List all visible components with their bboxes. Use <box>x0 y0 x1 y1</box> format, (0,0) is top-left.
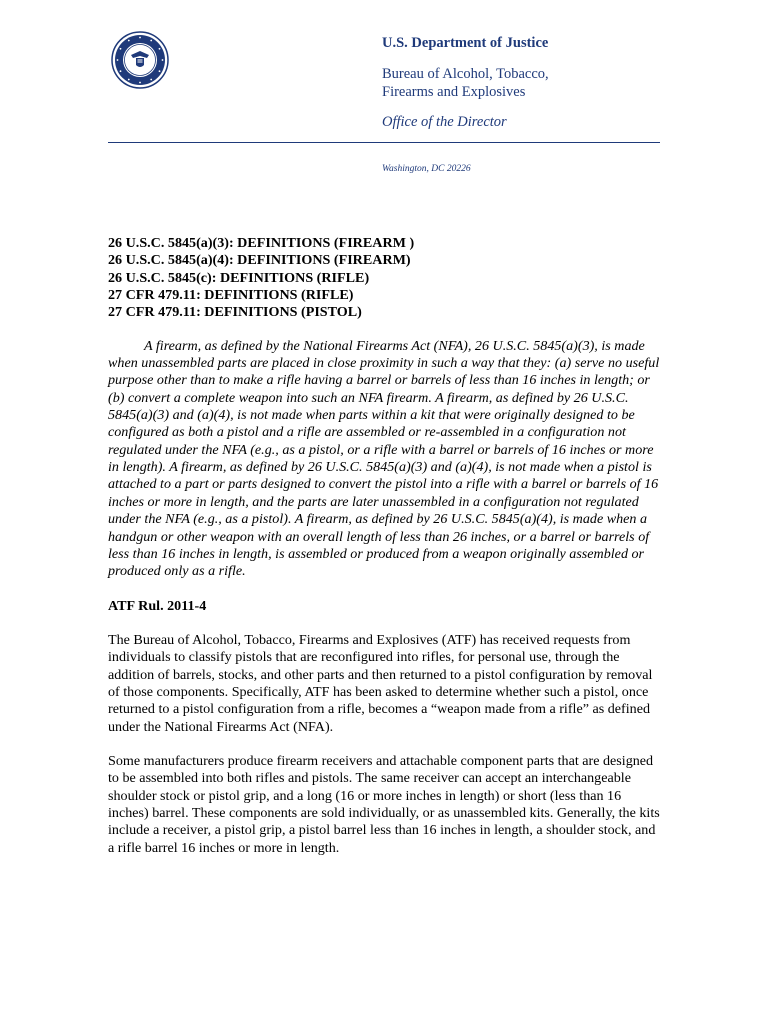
definition-line: 26 U.S.C. 5845(c): DEFINITIONS (RIFLE) <box>108 269 370 286</box>
bureau-line-2: Firearms and Explosives <box>382 84 526 100</box>
agency-block <box>382 34 682 131</box>
definition-line: 26 U.S.C. 5845(a)(3): DEFINITIONS (FIREARM ) <box>108 235 415 251</box>
holding-paragraph: A firearm, as defined by the National Firearms Act (NFA), 26 U.S.C. 5845(a)(3), is made when unassembled parts are placed in close proximity in such a way that they: (a) serve no useful purpose other than to make a rifle having a barrel or barrels of less than 16 inches in length; or (b) convert a complete weapon into such an NFA firearm. A firearm, as defined by 26 U.S.C. 5845(a)(3) and (a)(4), is not made when parts within a kit that were originally designed to be configured as both a pistol and a rifle are assembled or re-assembled in a configuration not regulated under the NFA (e.g., as a pistol, or a rifle with a barrel or barrels of 16 inches or more in length). A firearm, as defined by 26 U.S.C. 5845(a)(3) and (a)(4), is not made when a pistol is attached to a part or parts designed to convert the pistol into a rifle with a barrel or barrels of 16 inches or more in length, and the parts are later unassembled in a configuration not regulated under the NFA (e.g., as a pistol). A firearm, as defined by 26 U.S.C. 5845(a)(4), is made when a handgun or other weapon with an overall length of less than 26 inches, or a barrel or barrels of less than 16 inches in length, is assembled or produced from a weapon originally assembled or produced only as a rifle. <box>108 337 660 580</box>
definition-line: 27 CFR 479.11: DEFINITIONS (PISTOL) <box>108 304 362 321</box>
bureau-line-1: Bureau of Alcohol, Tobacco, <box>382 66 549 82</box>
body-paragraph: Some manufacturers produce firearm receivers and attachable component parts that are designed to be assembled into both rifles and pistols. The same receiver can accept an interchangeable shoulder stock or pistol grip, and a long (16 or more inches in length) or short (less than 16 inches) barrel. These components are sold individually, or as unassembled kits. Generally, the kits include a receiver, a pistol grip, a pistol barrel less than 16 inches in length, a shoulder stock, and a rifle barrel 16 inches or more in length. <box>108 752 660 856</box>
document-body <box>108 235 660 857</box>
letterhead-divider <box>108 142 660 143</box>
body-paragraph: The Bureau of Alcohol, Tobacco, Firearms and Explosives (ATF) has received requests from individuals to classify pistols that are reconfigured into rifles, for personal use, through the addition of barrels, stocks, and other parts and then returned to a pistol configuration by removal of those components. Specifically, ATF has been asked to determine whether such a pistol, once returned to a pistol configuration from a rifle, becomes a “weapon made from a rifle” as defined under the National Firearms Act (NFA). <box>108 631 653 735</box>
bureau-name <box>382 65 682 101</box>
department-name: U.S. Department of Justice <box>382 35 549 51</box>
definitions-list <box>108 235 660 322</box>
definition-line: 26 U.S.C. 5845(a)(4): DEFINITIONS (FIREARM) <box>108 252 411 269</box>
ruling-title: ATF Rul. 2011-4 <box>108 597 207 614</box>
office-name: Office of the Director <box>382 114 507 130</box>
definition-line: 27 CFR 479.11: DEFINITIONS (RIFLE) <box>108 287 354 304</box>
location-line: Washington, DC 20226 <box>382 164 471 174</box>
doj-seal-icon <box>111 31 169 89</box>
